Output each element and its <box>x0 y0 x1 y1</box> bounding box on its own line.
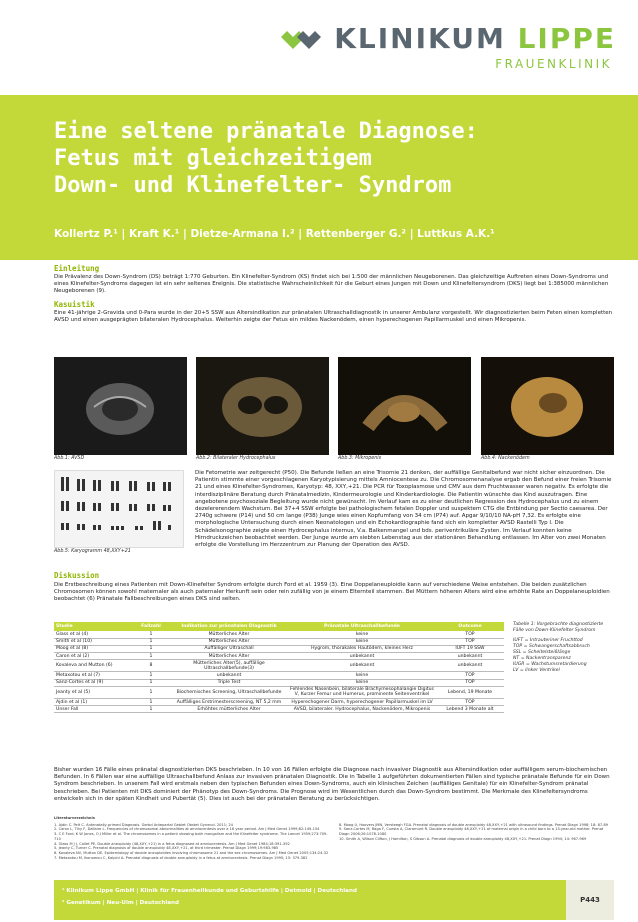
header <box>0 0 638 95</box>
reference-item: 9. Sanz-Cortes M, Raga F, Cuesta A, Claramunt R. Double aneuploidy 48,XXY,+21 of maternal origin in a child born to a 13-year-old mother. Prenat Diagn 2006;26:1078-1080 <box>339 827 604 837</box>
einleitung-heading: Einleitung <box>54 264 100 273</box>
table-cell: Jeanty et al (5) <box>54 686 132 698</box>
karyogram-caption: Abb.5: Karyogramm 48,XXY+21 <box>54 549 131 554</box>
table-cell: unbekannt <box>436 660 504 672</box>
legend-item: NT = Nackentransparenz <box>513 656 571 661</box>
table-row <box>54 672 504 679</box>
table-cell: Ajdin et al (1) <box>54 699 132 706</box>
intro-section <box>54 265 614 324</box>
legend-item: IUFT = Intrauteriner Fruchttod <box>513 638 583 643</box>
title-line-3: Down- und Klinefelter- Syndrom <box>54 173 452 198</box>
reference-item: 10. Smith A, Wilson Clifton, J Hamilton, S Gibson A. Prenatal diagnosis of double aneuploidy 48,XXY,+21. Prenat Diagn 1994; 14: 967-969 <box>339 836 587 841</box>
diskussion-heading: Diskussion <box>54 571 100 580</box>
table-cell: Auffälliges Erstrimesterscreening, NT 5,2 mm <box>170 699 288 706</box>
table-cell: TOP <box>436 679 504 686</box>
references-left <box>54 823 329 861</box>
table-cell: Caron et al (2) <box>54 653 132 660</box>
table-row <box>54 679 504 686</box>
references <box>54 816 614 860</box>
cases-table <box>54 622 504 713</box>
table-cell: IUFT 19 SSW <box>436 645 504 652</box>
table-cell: 8 <box>132 660 170 672</box>
ultrasound-images <box>54 357 614 462</box>
image-caption-1: Abb.1: AVSD <box>54 456 85 461</box>
reference-item: 6. Kovaleva NV, Mutton DE. Epidemiology of double aneuploidies involving chromosome 21 and the sex chromosomes. Am J Med Genet 2005;134:24-32 <box>54 850 329 855</box>
table-cell: Mütterliches Alter <box>170 653 288 660</box>
table-row <box>54 653 504 660</box>
table-cell: Lebend 3 Monate alt <box>436 706 504 713</box>
table-cell: 1 <box>132 638 170 645</box>
table-cell: Hygrom, thorakales Hautödem, kleines Herz <box>288 645 436 652</box>
table-cell: 1 <box>132 699 170 706</box>
ultrasound-image-hydrocephalus <box>196 357 329 455</box>
einleitung-text: Die Prävalenz des Down-Syndrom (DS) beträgt 1:770 Geburten. Ein Klinefelter-Syndrom (KS) findet sich bei 1:500 der männlichen Neugeborenen. Das gleichzeitige Auftreten eines Down-Syndroms und eines Klinefelter-Syndroms dagegen ist ein sehr seltenes Ereignis. Die statistische Wahrscheinlichkeit für die Geburt eines Jungen mit Down und Klinefeltersyndrom (DKS) liegt bei 1:385000 männlichen Neugeborenen (9). <box>54 274 609 295</box>
table-cell: Kovaleva and Mutton (6) <box>54 660 132 672</box>
karyogram-image <box>54 470 184 548</box>
table-header: Studie <box>54 622 132 631</box>
table-cell: 1 <box>132 631 170 638</box>
table-row <box>54 699 504 706</box>
legend-item: LV = linker Ventrikel <box>513 668 560 673</box>
reference-item: 8. Moog U, Hoovers JMN, Versteegh FGA. Prenatal diagnosis of double aneuploidy 48,XXY,+21 with ultrasound findings. Prenat Diagn 1998; 18: 87-89 <box>339 822 609 827</box>
ultrasound-image-nackenoedem <box>481 357 614 455</box>
table-cell: keine <box>288 679 436 686</box>
image-caption-4: Abb.4: Nackenödem <box>481 456 530 461</box>
legend-item: IUGR = Wachstumsretardierung <box>513 662 587 667</box>
ultrasound-image-avsd <box>54 357 187 455</box>
table-cell: AVSD, bilateraler. Hydrocephalus, Nackenödem, Mikropenis <box>288 706 436 713</box>
table-header-row <box>54 622 504 631</box>
table-cell: Lebend, 19 Monate <box>436 686 504 698</box>
reference-item: 3. C E Ford, K W Jones, O J Miller et al. The chromosomes in a patient showing both mongolism and the Klinefelter syndrome. The Lancet 1959;273:709-710 <box>54 832 328 841</box>
references-heading: Literaturverzeichnis <box>54 816 95 820</box>
authors: Kollertz P.¹ | Kraft K.¹ | Dietze-Armana I.² | Rettenberger G.² | Luttkus A.K.¹ <box>54 228 495 240</box>
heart-logo-icon <box>277 23 329 55</box>
reference-item: 7. Metaxotou M, Ikonomou C, Kalpini A. Prenatal diagnosis of double aneuploidy in a fetus at amniocentesis. Prenat Diagn 1995; 15: 379-382 <box>54 855 308 860</box>
table-header: Outcome <box>436 622 504 631</box>
table-row <box>54 638 504 645</box>
table-cell: Hyperechogener Darm, hyperechogener Papillarmuskel im LV <box>288 699 436 706</box>
footer-affiliation-1: ¹ Klinikum Lippe GmbH | Klinik für Frauenheilkunde und Geburtshilfe | Detmold | Deutschland <box>62 888 357 894</box>
logo <box>277 22 616 71</box>
table-cell: Unser Fall <box>54 706 132 713</box>
image-caption-2: Abb.2: Bilateraler Hydrocephalus <box>196 456 276 461</box>
table-cell: Smith et al (10) <box>54 638 132 645</box>
kasuistik-text: Eine 41-jährige 2-Gravida und 0-Para wurde in der 20+5 SSW aus Altersindikation zur pränatalen Ultraschalldiagnostik in unserer Ambulanz vorgestellt. Wir diagnostizierten beim Feten einen kompletten AVSD und einen ausgeprägten bilateralen Hydrocephalus. Weiterhin zeigte der Fetus ein mildes Nackenödem, einen hyperechogenen Papillarmuskel und einen Mikropenis. <box>54 310 613 324</box>
table-legend <box>513 622 613 674</box>
footer-affiliation-2: ² Genetikum | Neu-Ulm | Deutschland <box>62 900 180 906</box>
diskussion-text: Die Erstbeschreibung eines Patienten mit Down-Klinefelter Syndrom erfolgte durch Ford et al. 1959 (3). Eine Doppelaneuploidie kann auf verschiedene Weise entstehen. Die beiden zusätzlichen Chromosomen können sowohl maternaler als auch paternaler Herkunft sein oder rein zufällig von je einem Elternteil stammen. Bei Müttern höheren Alters wird eine erhöhte Rate an Doppelaneuploidien beobachtet (6) Pränatale Fallbeschreibungen eines DKS sind selten. <box>54 582 610 602</box>
references-right <box>339 823 614 861</box>
table-cell: 1 <box>132 653 170 660</box>
reference-item: 4. Glass M J J, Collet PE. Double aneuploidy (48,XXY,+21) in a fetus diagnosed at amniocentesis. Am J Med Genet 1984;18:391-392 <box>54 841 290 846</box>
title-line-2: Fetus mit gleichzeitigem <box>54 146 372 171</box>
table-cell: Metaxotou et al (7) <box>54 672 132 679</box>
discussion-conclusion: Bisher wurden 16 Fälle eines pränatal diagnostizierten DKS beschrieben. In 10 von 16 Fällen erfolgte die Diagnose nach invasiver Diagnostik aus Altersindikation oder auffälligem serum-biochemischen Befunden. In 6 Fällen war eine auffällige Ultraschallbefund Anlass zur invasiven pränatalen Diagnostik. Die in Tabelle 1 aufgeführten dokumentierten Fällen sind typische pränatale Befunde für ein Down Syndrom beschrieben. In unserem Fall wird erstmals neben den typischen Befunden eines Down-Syndroms, auch ein klinisches Zeichen (auffälliges Genitale) für ein Klinefelter-Syndrom pränatal beschrieben. Bei Patienten mit DKS dominiert der Phänotyp des Down-Syndroms. Die Prognose wird im Wesentlichen durch das Down-Syndrom bestimmt. Die Merkmale des Klinefeltersyndroms entwickeln sich in der späten Kindheit und Pubertät (5). Dies ist auch bei der pränatalen Beratung zu berücksichtigen. <box>54 767 610 802</box>
reference-item: 1. Ajdin C. Pelt C. Antenatally-primed Diagnosis. Gerbd Antepartal Gebiet Obstet Gynecol. 2011; 24 <box>54 822 233 827</box>
table-cell: TOP <box>436 672 504 679</box>
table-cell: Mütterliches Alter <box>170 631 288 638</box>
poster-id: P443 <box>566 880 614 920</box>
table-cell: Fehlendes Nasenbein, bilaterale Brachymesophalangie Digitus V, Kurzer Femur und Humerus, prominente Seitenventrikel <box>288 686 436 698</box>
table-row <box>54 645 504 652</box>
table-cell: Sanz-Cortes et al (9) <box>54 679 132 686</box>
table-cell: keine <box>288 631 436 638</box>
table-cell: Mütterliches Alter(5), auffällige Ultraschallbefunde(3) <box>170 660 288 672</box>
table-cell: unbekannt <box>436 653 504 660</box>
logo-name: KLINIKUM LIPPE <box>334 22 616 55</box>
poster-title <box>54 118 614 199</box>
table-row <box>54 706 504 713</box>
table-header: Pränatale Ultraschallbefunde <box>288 622 436 631</box>
image-caption-3: Abb.3: Mikropenis <box>338 456 382 461</box>
kasuistik-heading: Kasuistik <box>54 300 95 310</box>
table-legend-title: Tabelle 1: Vorgebrachte diagnostizierte Fälle von Down-Klinefelter Syndrom <box>513 622 604 633</box>
table-cell: Biochemisches Screening, Ultraschallbefunde <box>170 686 288 698</box>
table-row <box>54 631 504 638</box>
table-cell: keine <box>288 672 436 679</box>
ultrasound-image-mikropenis <box>338 357 471 455</box>
table-cell: 1 <box>132 679 170 686</box>
table-cell: Moog et al (8) <box>54 645 132 652</box>
table-header: Indikation zur pränatalen Diagnostik <box>170 622 288 631</box>
table-cell: TOP <box>436 638 504 645</box>
legend-item: SSL = Scheitelsteißlänge <box>513 650 571 655</box>
legend-item: TOP = Schwangerschaftsabbruch <box>513 644 590 649</box>
table-cell: 1 <box>132 706 170 713</box>
table-cell: unbekannt <box>288 653 436 660</box>
table-cell: 1 <box>132 686 170 698</box>
table-cell: keine <box>288 638 436 645</box>
title-line-1: Eine seltene pränatale Diagnose: <box>54 119 478 144</box>
logo-subtitle: FRAUENKLINIK <box>495 57 612 71</box>
table-cell: Glass et al (4) <box>54 631 132 638</box>
reference-item: 2. Caron L, Tihy F, Dallaire L. Frequencies of chromosomal abnormalities at amniocentesis over a 16 year period. Am J Med Genet 1999;82:149-154 <box>54 827 320 832</box>
table-row <box>54 686 504 698</box>
case-description: Die Fetometrie war zeitgerecht (P50). Die Befunde ließen an eine Trisomie 21 denken, der auffällige Genitalbefund war nicht sicher einzuordnen. Die Patientin stimmte einer vorgeschlagenen Karyotypisierung mittels Amniocentese zu. Die Chromosomenanalyse ergab den Befund einer freien Trisomie 21 und eines Klinefelter-Syndromes, Karyotyp: 48, XXY,+21. Die PCR für Toxoplasmose und CMV aus dem Fruchtwasser waren negativ. Es erfolgte die interdisziplinäre Beratung durch Pränatalmedizin, Kindermeurologie und Kinderkardiologie. Die Patientin wünschte das Kind auszutragen. Eine angebotene psychosoziale Begleitung wurde nicht gewünscht. Im Verlauf kam es zu einer deutlichen Regression des Hydrocephalus und zu einem dezelererendem Wachstum. Bei 37+4 SSW erfolgte bei pathologischem fetalen Doppler und suspektem CTG die Entbindung per Sectio caesarea. Der 2740g schwere (P14) und 50 cm lange (P38) Junge wies einen Kopfumfang von 34 cm (P74) auf. Apgar 9/10/10 NA-pH 7,32. Es erfolgte eine morphologische Untersuchung durch einen Neonatologen und ein Echokardiographie fand sich ein kompletter AVSD Rastelli Typ I. Die Schädelsonographie zeigte einen Hydrocephalus internus, V.a. Balkenmangel und bds. periventrikuläre Zysten. Im Verlauf konnten keine Hirndruckzeichen beobachtet werden. Der Junge wurde am siebten Lebenstag aus der stationären Behandlung entlassen. Im Alter von zwei Monaten erfolgte die Vorstellung im Herzzentrum zur Planung der Operation des AVSD. <box>195 470 612 549</box>
table-header: Fallzahl <box>132 622 170 631</box>
table-cell: Auffälliger Ultraschall <box>170 645 288 652</box>
table-cell: unbekannt <box>288 660 436 672</box>
table-cell: Triple Test <box>170 679 288 686</box>
reference-item: 5. Jeanty C, Turner C. Prenatal diagnosis of double aneuploidy 48,XXY,+21, at third trimester. Prenat Diagn 1999;19:983-985 <box>54 846 279 851</box>
table-cell: TOP <box>436 699 504 706</box>
table-cell: Erhöhtes mütterliches Alter <box>170 706 288 713</box>
table-cell: unbekannt <box>170 672 288 679</box>
table-cell: 1 <box>132 645 170 652</box>
diskussion-section <box>54 571 614 603</box>
table-row <box>54 660 504 672</box>
table-cell: TOP <box>436 631 504 638</box>
table-cell: Mütterliches Alter <box>170 638 288 645</box>
table-cell: 1 <box>132 672 170 679</box>
